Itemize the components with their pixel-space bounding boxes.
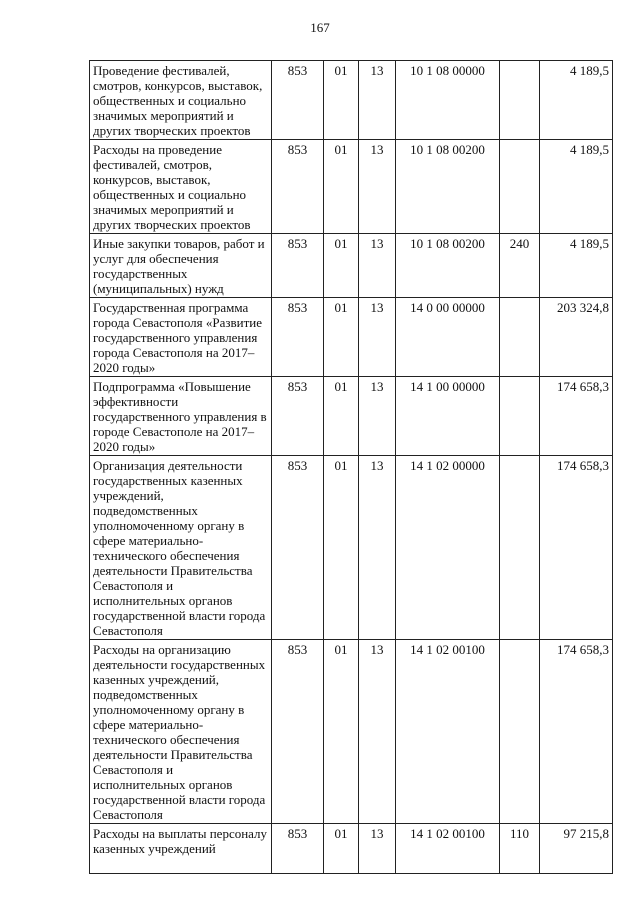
row-target-article: 14 1 00 00000 xyxy=(396,377,500,456)
page-number: 167 xyxy=(310,20,330,35)
row-section: 01 xyxy=(324,456,359,640)
row-section: 01 xyxy=(324,377,359,456)
row-name: Иные закупки товаров, работ и услуг для обеспечения государственных (муниципальных) нужд xyxy=(90,234,272,298)
row-section: 01 xyxy=(324,234,359,298)
row-expense-type xyxy=(500,456,540,640)
row-admin-code: 853 xyxy=(272,298,324,377)
row-name: Расходы на организацию деятельности государственных казенных учреждений, подведомственных уполномоченному органу в сфере материально-технического обеспечения деятельности Правительства Севастополя и исполнительных органов государственной власти города Севастополя xyxy=(90,640,272,824)
row-target-article: 14 0 00 00000 xyxy=(396,298,500,377)
table-row xyxy=(90,140,613,234)
row-subsection: 13 xyxy=(359,298,396,377)
budget-table-body xyxy=(90,61,613,874)
row-name: Проведение фестивалей, смотров, конкурсов, выставок, общественных и социально значимых мероприятий и других творческих проектов xyxy=(90,61,272,140)
row-admin-code: 853 xyxy=(272,456,324,640)
row-subsection: 13 xyxy=(359,456,396,640)
row-admin-code: 853 xyxy=(272,824,324,874)
row-section: 01 xyxy=(324,640,359,824)
row-amount: 4 189,5 xyxy=(540,61,613,140)
table-row xyxy=(90,824,613,874)
row-expense-type xyxy=(500,298,540,377)
row-admin-code: 853 xyxy=(272,377,324,456)
row-name: Подпрограмма «Повышение эффективности государственного управления в городе Севастополе на 2017–2020 годы» xyxy=(90,377,272,456)
row-expense-type xyxy=(500,140,540,234)
table-row xyxy=(90,298,613,377)
table-row xyxy=(90,456,613,640)
row-target-article: 10 1 08 00200 xyxy=(396,234,500,298)
row-expense-type xyxy=(500,61,540,140)
row-subsection: 13 xyxy=(359,377,396,456)
row-section: 01 xyxy=(324,824,359,874)
row-amount: 174 658,3 xyxy=(540,456,613,640)
row-expense-type xyxy=(500,640,540,824)
table-row xyxy=(90,61,613,140)
row-admin-code: 853 xyxy=(272,140,324,234)
table-row xyxy=(90,640,613,824)
row-amount: 97 215,8 xyxy=(540,824,613,874)
row-subsection: 13 xyxy=(359,140,396,234)
table-row xyxy=(90,234,613,298)
row-subsection: 13 xyxy=(359,640,396,824)
row-amount: 203 324,8 xyxy=(540,298,613,377)
row-target-article: 10 1 08 00200 xyxy=(396,140,500,234)
row-amount: 174 658,3 xyxy=(540,640,613,824)
row-admin-code: 853 xyxy=(272,234,324,298)
row-amount: 4 189,5 xyxy=(540,140,613,234)
table-row xyxy=(90,377,613,456)
row-expense-type xyxy=(500,377,540,456)
row-target-article: 14 1 02 00100 xyxy=(396,824,500,874)
row-admin-code: 853 xyxy=(272,640,324,824)
row-subsection: 13 xyxy=(359,824,396,874)
row-name: Расходы на проведение фестивалей, смотров, конкурсов, выставок, общественных и социально значимых мероприятий и других творческих проектов xyxy=(90,140,272,234)
row-section: 01 xyxy=(324,61,359,140)
row-admin-code: 853 xyxy=(272,61,324,140)
row-subsection: 13 xyxy=(359,234,396,298)
row-amount: 4 189,5 xyxy=(540,234,613,298)
row-expense-type: 240 xyxy=(500,234,540,298)
row-section: 01 xyxy=(324,298,359,377)
row-section: 01 xyxy=(324,140,359,234)
budget-table xyxy=(89,60,613,874)
row-amount: 174 658,3 xyxy=(540,377,613,456)
row-target-article: 14 1 02 00100 xyxy=(396,640,500,824)
row-target-article: 14 1 02 00000 xyxy=(396,456,500,640)
row-target-article: 10 1 08 00000 xyxy=(396,61,500,140)
row-name: Государственная программа города Севастополя «Развитие государственного управления города Севастополя на 2017–2020 годы» xyxy=(90,298,272,377)
row-expense-type: 110 xyxy=(500,824,540,874)
row-name: Расходы на выплаты персоналу казенных учреждений xyxy=(90,824,272,874)
row-name: Организация деятельности государственных казенных учреждений, подведомственных уполномоченному органу в сфере материально-технического обеспечения деятельности Правительства Севастополя и исполнительных органов государственной власти города Севастополя xyxy=(90,456,272,640)
row-subsection: 13 xyxy=(359,61,396,140)
